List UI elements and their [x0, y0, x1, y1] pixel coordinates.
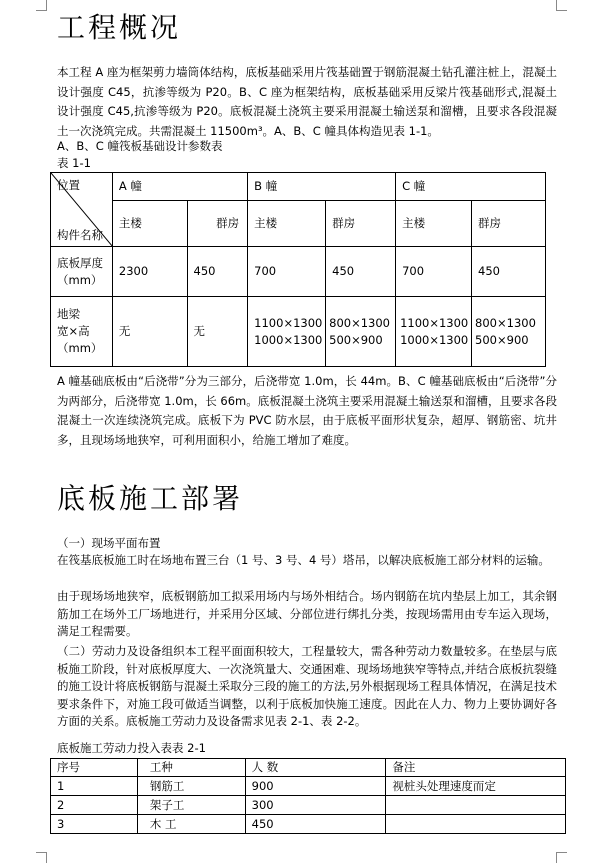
- row-label-line: （mm）: [57, 341, 103, 355]
- subheader-cell: 主楼: [248, 201, 326, 247]
- table-cell: 900: [245, 777, 386, 796]
- cell-line: 1100×1300: [400, 315, 469, 330]
- row-label-thickness: [51, 247, 113, 297]
- table-cell: 450: [245, 815, 386, 834]
- table-cell: 700: [396, 247, 472, 297]
- group-header-b: B 幢: [248, 173, 396, 201]
- table-cell: [386, 815, 566, 834]
- table-cell: 无: [187, 297, 248, 367]
- table-row: [51, 796, 566, 815]
- rebar-processing-paragraph: 由于现场场地狭窄，底板钢筋加工拟采用场内与场外相结合。场内钢筋在坑内垫层上加工，其余钢筋加工在场外工厂场地进行，并采用分区域、分部位进行绑扎分类，按现场需用由专车运入现场，满足工程需要。: [57, 589, 557, 638]
- table-cell: [386, 796, 566, 815]
- row-label-beam: [51, 297, 113, 367]
- table1-title: A、B、C 幢筏板基础设计参数表: [57, 139, 223, 153]
- table-header-cell: 序号: [51, 759, 138, 777]
- cell-line: 500×900: [329, 332, 383, 347]
- table-cell: [248, 297, 326, 367]
- cell-line: 800×1300: [475, 315, 536, 330]
- labor-input-table: [50, 758, 566, 834]
- cell-line: 1100×1300: [254, 315, 323, 330]
- row-label-line: 宽×高: [57, 324, 90, 338]
- labor-equipment-paragraph: （二）劳动力及设备组织本工程平面面积较大，工程量较大，需各种劳动力数量较多。在垫层与底板施工阶段，针对底板厚度大、一次浇筑量大、交通困难、现场场地狭窄等特点,并结合底板抗裂缝的施工设计将底板钢筋与混凝土采取分三段的施工的方法,另外根据现场工程具体情况，在满足技术要求条件下，对施工段可做适当调整，以利于底板加快施工速度。因此在人力、物力上要协调好各方面的关系。底板施工劳动力及设备需求见表 2-1、表 2-2。: [57, 644, 557, 728]
- table-cell: 钢筋工: [137, 777, 245, 796]
- subheader-cell: 主楼: [112, 201, 187, 247]
- crop-mark-top-right: [556, 0, 567, 11]
- cell-line: 500×900: [475, 332, 529, 347]
- table-cell: 450: [187, 247, 248, 297]
- table-header-cell: 人 数: [245, 759, 386, 777]
- table-cell: 2: [51, 796, 138, 815]
- group-header-a: A 幢: [112, 173, 247, 201]
- table-cell: 1: [51, 777, 138, 796]
- row-label-line: 地梁: [57, 307, 80, 321]
- table-cell: 450: [326, 247, 396, 297]
- table-cell: [396, 297, 472, 367]
- subheader-cell: 群房: [326, 201, 396, 247]
- table-header-cell: 备注: [386, 759, 566, 777]
- overview-paragraph: 本工程 A 座为框架剪力墙筒体结构，底板基础采用片筏基础置于钢筋混凝土钻孔灌注桩上，混凝土设计强度 C45，抗渗等级为 P20。B、C 座为框架结构，底板基础采用反梁片筏基础形式,混凝土设计强度 C45,抗渗等级为 P20。底板混凝土浇筑主要采用混凝土输送泵和溜槽，且要求各段混凝土一次浇筑完成。共需混凝土 11500m³。A、B、C 幢具体构造见表 1-1。: [57, 65, 557, 138]
- table-cell: [326, 297, 396, 367]
- tower-crane-paragraph: 在筏基底板施工时在场地布置三台（1 号、3 号、4 号）塔吊，以解决底板施工部分材料的运输。: [57, 553, 550, 567]
- group-header-c: C 幢: [396, 173, 546, 201]
- diagonal-header-cell: [51, 173, 113, 247]
- row-label-line: （mm）: [57, 272, 103, 287]
- cell-line: 1000×1300: [254, 332, 323, 347]
- crop-mark-top-left: [36, 0, 47, 11]
- foundation-parameter-table: [50, 172, 546, 367]
- table-cell: 架子工: [137, 796, 245, 815]
- table-row: [51, 815, 566, 834]
- subheader-cell: 主楼: [396, 201, 472, 247]
- table-cell: 木 工: [137, 815, 245, 834]
- table-cell: 视桩头处理速度而定: [386, 777, 566, 796]
- table1-label: 表 1-1: [57, 156, 91, 170]
- table-cell: 300: [245, 796, 386, 815]
- table-cell: [472, 297, 546, 367]
- table-cell: 2300: [112, 247, 187, 297]
- table-cell: 3: [51, 815, 138, 834]
- subheader-cell: 群房: [187, 201, 248, 247]
- position-header: 位置: [57, 178, 80, 192]
- post-pour-strip-paragraph: A 幢基础底板由“后浇带”分为三部分，后浇带宽 1.0m，长 44m。B、C 幢基础底板由“后浇带”分为两部分，后浇带宽 1.0m，长 66m。底板混凝土浇筑主要采用混凝土输送泵和溜槽，且要求各段混凝土一次连续浇筑完成。底板下为 PVC 防水层，由于底板平面形状复杂，超厚、钢筋密、坑井多，且现场场地狭窄，可利用面积小，给施工增加了难度。: [57, 374, 557, 447]
- table-header-cell: 工种: [137, 759, 245, 777]
- table-row: [51, 777, 566, 796]
- crop-mark-bottom-right: [556, 852, 567, 863]
- row-label-line: 底板厚度: [57, 255, 103, 270]
- table-cell: 700: [248, 247, 326, 297]
- subsection-site-layout: （一）现场平面布置: [57, 536, 161, 550]
- table2-label: 底板施工劳动力投入表表 2-1: [57, 741, 206, 755]
- table-cell: 无: [112, 297, 187, 367]
- section-title-deployment: 底板施工部署: [57, 482, 244, 515]
- subheader-cell: 群房: [472, 201, 546, 247]
- cell-line: 1000×1300: [400, 332, 469, 347]
- table-cell: 450: [472, 247, 546, 297]
- section-title-overview: 工程概况: [57, 11, 182, 44]
- crop-mark-bottom-left: [36, 852, 47, 863]
- cell-line: 800×1300: [329, 315, 390, 330]
- component-name-header: 构件名称: [57, 228, 103, 242]
